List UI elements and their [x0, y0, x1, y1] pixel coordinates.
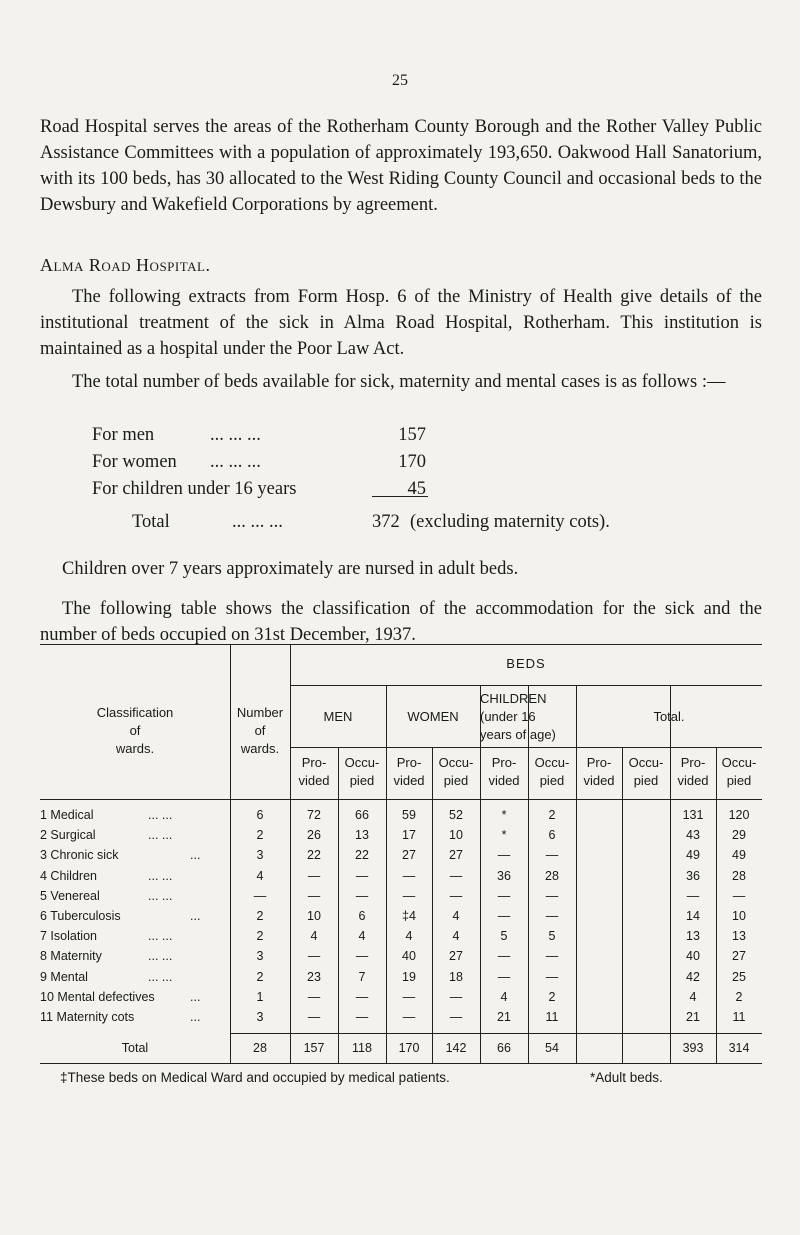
column-rule — [338, 747, 339, 1064]
table-cell: 4 — [310, 929, 318, 944]
table-bottom-rule — [40, 1063, 762, 1064]
children-over-paragraph: Children over 7 years approximately are nursed in adult beds. — [62, 559, 519, 579]
header-beds: BEDS — [506, 656, 546, 671]
column-rule — [386, 685, 387, 1064]
header-provided — [670, 754, 716, 790]
table-cell: — — [307, 1010, 321, 1024]
table-cell: 2 — [256, 828, 264, 843]
total-cell: 66 — [497, 1041, 511, 1055]
table-cell: — — [355, 989, 369, 1004]
table-cell: 26 — [307, 828, 321, 843]
table-cell: 28 — [732, 868, 746, 883]
leader-dots: ... ... — [148, 888, 173, 903]
beds-sub-rule — [670, 685, 762, 686]
header-line: wards. — [240, 741, 280, 756]
table-cell: 29 — [732, 828, 746, 843]
header-number-of-wards — [230, 704, 290, 758]
table-cell: 59 — [402, 808, 416, 822]
intro-paragraph: Road Hospital serves the areas of the Rotherham County Borough and the Rother Valley Public Assistance Committees with a population of approximately 193,650. Oakwood Hall Sanatorium, with its 100 beds, has 30 allocated to the West Riding County Council and occasional beds to the Dewsbury and Wakefield Corporations by agreement. — [40, 117, 762, 215]
table-cell: 40 — [686, 949, 700, 964]
table-cell: — — [449, 888, 463, 903]
header-line: vided — [677, 773, 709, 788]
header-line: Classification — [96, 705, 174, 720]
leader-dots: ... ... — [148, 949, 173, 964]
table-cell: 27 — [449, 949, 463, 964]
bed-count-value: 45 — [407, 479, 426, 499]
header-provided — [576, 754, 622, 790]
header-line: Pro- — [680, 755, 706, 770]
table-cell: 36 — [686, 868, 700, 883]
table-cell: 2 — [256, 909, 264, 923]
table-cell: 28 — [545, 868, 559, 883]
table-top-rule — [40, 644, 762, 645]
table-cell: — — [307, 868, 321, 883]
header-occupied — [338, 754, 386, 790]
table-cell: — — [449, 989, 463, 1004]
bed-count-row — [92, 425, 552, 449]
header-occupied — [528, 754, 576, 790]
header-total: Total. — [653, 709, 685, 724]
bed-count-row — [92, 479, 552, 503]
table-cell: 18 — [449, 969, 463, 984]
header-classification — [40, 704, 230, 758]
total-cell: 170 — [398, 1041, 420, 1055]
leader-dots: ... ... — [148, 868, 173, 883]
table-cell: 4 — [500, 989, 508, 1004]
header-line: Number — [236, 705, 284, 720]
table-cell: 10 — [307, 909, 321, 923]
table-cell: 42 — [686, 969, 700, 984]
leader-dots: ... — [190, 1010, 201, 1024]
leader-dots: ... — [190, 989, 201, 1004]
header-line: vided — [583, 773, 615, 788]
table-cell: — — [497, 969, 511, 984]
table-cell: — — [402, 868, 416, 883]
leader-dots: ... ... ... — [232, 512, 283, 532]
table-cell: — — [355, 1010, 369, 1024]
header-women: WOMEN — [407, 709, 459, 724]
table-cell: 4 — [452, 909, 460, 923]
subheader-rule — [290, 747, 762, 748]
table-cell: 6 — [358, 909, 366, 923]
table-cell: — — [253, 888, 267, 903]
table-cell: 21 — [497, 1010, 511, 1024]
total-cell: 54 — [545, 1041, 559, 1055]
table-cell: 120 — [728, 808, 750, 822]
bed-total-note: (excluding maternity cots). — [410, 512, 610, 532]
header-line: CHILDREN — [480, 691, 547, 706]
header-line: of — [254, 723, 266, 738]
total-cell: 157 — [303, 1041, 325, 1055]
column-rule — [622, 747, 623, 1064]
header-line: pied — [349, 773, 375, 788]
header-line: Occu- — [534, 755, 570, 770]
table-cell: 11 — [545, 1010, 559, 1024]
table-cell: 3 — [256, 848, 264, 863]
table-cell: 27 — [732, 949, 746, 964]
table-cell: 4 — [689, 989, 697, 1004]
bed-count-row — [92, 452, 552, 476]
bed-count-label: For women — [92, 452, 177, 472]
total-cell: 118 — [352, 1041, 372, 1055]
column-rule — [716, 747, 717, 1064]
table-cell: 4 — [358, 929, 366, 944]
extracts-paragraph: The following extracts from Form Hosp. 6 of the Ministry of Health give details of the institutional treatment of the sick in Alma Road Hospital, Rotherham. This institution is maintained as a hospital under the Poor Law Act. — [40, 287, 762, 359]
table-cell: — — [545, 888, 559, 903]
table-cell: 11 — [732, 1010, 746, 1024]
leader-dots: ... ... — [148, 929, 173, 944]
table-cell: — — [545, 848, 559, 863]
row-label: 10 Mental defectives — [40, 989, 155, 1004]
table-cell: — — [449, 868, 463, 883]
row-label: 11 Maternity cots — [40, 1010, 135, 1024]
header-line: Pro- — [586, 755, 612, 770]
table-cell: — — [497, 909, 511, 923]
header-men: MEN — [323, 709, 353, 724]
table-cell: * — [501, 808, 507, 822]
column-rule — [290, 644, 291, 1064]
table-cell: 25 — [732, 969, 746, 984]
bed-total-label: Total — [132, 512, 170, 532]
total-row-label: Total — [121, 1041, 149, 1055]
leader-dots: ... — [190, 848, 201, 863]
header-line: vided — [488, 773, 520, 788]
table-cell: 52 — [449, 808, 463, 822]
table-cell: — — [732, 888, 746, 903]
page-number: 25 — [392, 72, 408, 89]
row-label: 3 Chronic sick — [40, 848, 119, 863]
table-cell: 4 — [256, 868, 264, 883]
table-cell: — — [545, 949, 559, 964]
total-beds-paragraph: The total number of beds available for sick, maternity and mental cases is as follows :— — [72, 372, 726, 392]
header-provided — [480, 754, 528, 790]
table-cell: 21 — [686, 1010, 700, 1024]
header-line: pied — [539, 773, 565, 788]
header-line: years of age) — [480, 727, 556, 742]
total-top-rule — [230, 1033, 762, 1034]
header-provided — [386, 754, 432, 790]
header-line: Pro- — [491, 755, 517, 770]
table-cell: — — [497, 949, 511, 964]
table-cell: — — [497, 848, 511, 863]
row-label: 4 Children — [40, 868, 97, 883]
header-line: Pro- — [301, 755, 327, 770]
footnote-dagger: ‡These beds on Medical Ward and occupied by medical patients. — [60, 1070, 450, 1085]
row-label: 8 Maternity — [40, 949, 102, 964]
table-cell: — — [402, 1010, 416, 1024]
header-provided — [290, 754, 338, 790]
table-cell: — — [545, 969, 559, 984]
table-cell: * — [501, 828, 507, 843]
table-cell: — — [402, 989, 416, 1004]
sum-rule — [372, 496, 428, 497]
header-line: Occu- — [721, 755, 757, 770]
row-label: 6 Tuberculosis — [40, 909, 121, 923]
header-bottom-rule — [40, 799, 762, 800]
header-children — [480, 690, 576, 744]
header-line: Occu- — [438, 755, 474, 770]
header-line: of — [129, 723, 141, 738]
table-cell: 4 — [452, 929, 460, 944]
table-cell: ‡4 — [402, 909, 416, 923]
bed-count-value: 157 — [398, 425, 426, 445]
table-cell: 131 — [682, 808, 704, 822]
header-occupied — [716, 754, 762, 790]
leader-dots: ... ... ... — [210, 452, 261, 472]
bed-count-label: For men — [92, 425, 155, 445]
bed-count-label: For children under 16 years — [92, 479, 297, 499]
header-occupied — [622, 754, 670, 790]
table-cell: 2 — [548, 808, 556, 822]
table-cell: — — [686, 888, 700, 903]
leader-dots: ... ... — [148, 969, 173, 984]
table-cell: 6 — [256, 808, 264, 822]
header-line: Occu- — [344, 755, 380, 770]
table-cell: 23 — [307, 969, 321, 984]
table-cell: 4 — [405, 929, 413, 944]
row-label: 9 Mental — [40, 969, 88, 984]
table-cell: 10 — [449, 828, 463, 843]
table-cell: 13 — [732, 929, 746, 944]
header-line: vided — [298, 773, 330, 788]
table-cell: 19 — [402, 969, 416, 984]
footnote-asterisk: *Adult beds. — [590, 1070, 663, 1085]
table-cell: 2 — [735, 989, 743, 1004]
table-cell: 27 — [449, 848, 463, 863]
table-cell: 72 — [307, 808, 321, 822]
row-label: 1 Medical — [40, 808, 94, 822]
table-cell: 2 — [256, 969, 264, 984]
table-cell: 2 — [548, 989, 556, 1004]
table-cell: 22 — [307, 848, 321, 863]
row-label: 7 Isolation — [40, 929, 97, 944]
table-cell: 3 — [256, 949, 264, 964]
table-intro-paragraph: The following table shows the classification of the accommodation for the sick and the number of beds occupied on 31st December, 1937. — [40, 599, 762, 645]
table-cell: 6 — [548, 828, 556, 843]
header-line: vided — [393, 773, 425, 788]
bed-total-value: 372 — [372, 512, 400, 532]
table-cell: 7 — [358, 969, 366, 984]
header-line: pied — [726, 773, 752, 788]
table-cell: 5 — [500, 929, 508, 944]
table-cell: 22 — [355, 848, 369, 863]
table-cell: — — [307, 949, 321, 964]
table-cell: 10 — [732, 909, 746, 923]
table-cell: — — [355, 868, 369, 883]
header-occupied — [432, 754, 480, 790]
leader-dots: ... ... ... — [210, 425, 261, 445]
column-rule — [670, 685, 671, 1064]
table-cell: — — [402, 888, 416, 903]
column-rule — [576, 685, 577, 1064]
table-cell: — — [497, 888, 511, 903]
table-cell: — — [307, 989, 321, 1004]
table-cell: 17 — [402, 828, 416, 843]
table-cell: 49 — [686, 848, 700, 863]
table-cell: 1 — [256, 989, 264, 1004]
table-cell: 13 — [686, 929, 700, 944]
table-cell: 2 — [256, 929, 264, 944]
bed-count-value: 170 — [398, 452, 426, 472]
table-cell: 27 — [402, 848, 416, 863]
leader-dots: ... — [190, 909, 201, 923]
table-cell: 5 — [548, 929, 556, 944]
table-cell: 3 — [256, 1010, 264, 1024]
total-cell: 142 — [445, 1041, 467, 1055]
table-cell: 40 — [402, 949, 416, 964]
column-rule — [432, 747, 433, 1064]
header-line: pied — [633, 773, 659, 788]
header-line: (under 16 — [480, 709, 536, 724]
row-label: 2 Surgical — [40, 828, 96, 843]
accommodation-table — [40, 644, 762, 1064]
header-line: Pro- — [396, 755, 422, 770]
leader-dots: ... ... — [148, 828, 173, 843]
total-cell: 28 — [253, 1041, 267, 1055]
header-line: wards. — [115, 741, 155, 756]
row-label: 5 Venereal — [40, 888, 100, 903]
header-line: pied — [443, 773, 469, 788]
table-cell: 43 — [686, 828, 700, 843]
table-cell: 13 — [355, 828, 369, 843]
table-cell: 66 — [355, 808, 369, 822]
table-cell: — — [355, 888, 369, 903]
total-cell: 393 — [682, 1041, 704, 1055]
table-cell: — — [307, 888, 321, 903]
table-cell: 14 — [686, 909, 700, 923]
total-cell: 314 — [728, 1041, 750, 1055]
section-heading: Alma Road Hospital. — [40, 255, 211, 275]
leader-dots: ... ... — [148, 808, 173, 822]
table-cell: 36 — [497, 868, 511, 883]
table-cell: — — [449, 1010, 463, 1024]
header-line: Occu- — [628, 755, 664, 770]
table-cell: 49 — [732, 848, 746, 863]
table-cell: — — [545, 909, 559, 923]
table-cell: — — [355, 949, 369, 964]
